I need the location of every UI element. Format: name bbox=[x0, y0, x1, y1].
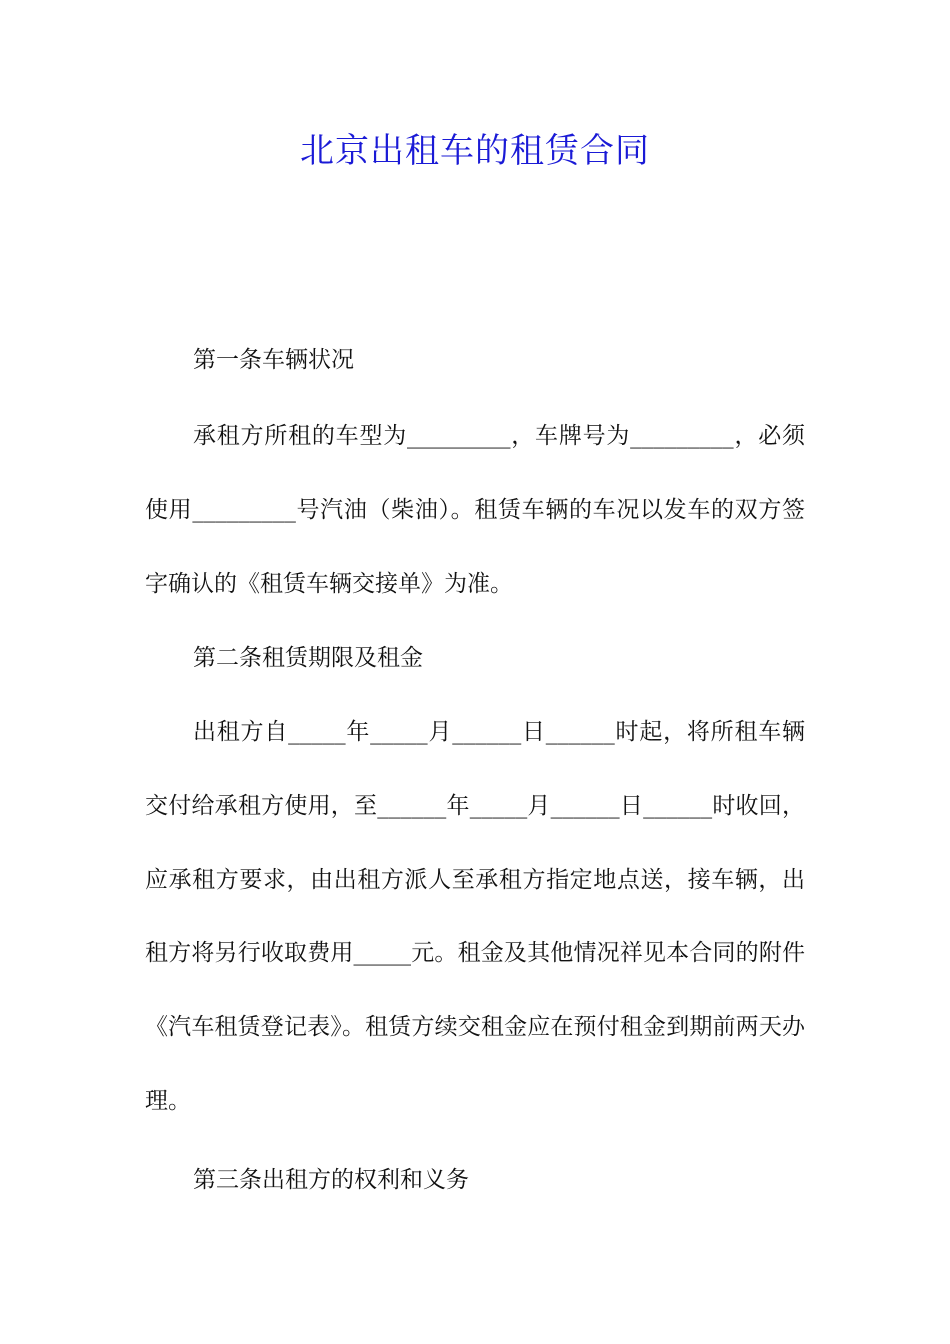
section-heading-2: 第二条租赁期限及租金 bbox=[193, 645, 423, 671]
section-heading-1: 第一条车辆状况 bbox=[193, 347, 354, 373]
section-paragraph-1: 承租方所租的车型为_________，车牌号为_________，必须使用_________号汽油（柴油）。租赁车辆的车况以发车的双方签字确认的《租赁车辆交接单》为准。 bbox=[145, 423, 805, 597]
section-heading-3: 第三条出租方的权利和义务 bbox=[193, 1167, 469, 1193]
document-title: 北京出租车的租赁合同 bbox=[300, 131, 650, 171]
section-paragraph-2: 出租方自_____年_____月______日______时起，将所租车辆交付给承租方使用，至______年_____月______日______时收回，应承租方要求，由出租方派人至承租方指定地点送，接车辆，出租方将另行收取费用_____元。租金及其他情况祥见本合同的附件《汽车租赁登记表》。租赁方续交租金应在预付租金到期前两天办理。 bbox=[145, 719, 805, 1114]
